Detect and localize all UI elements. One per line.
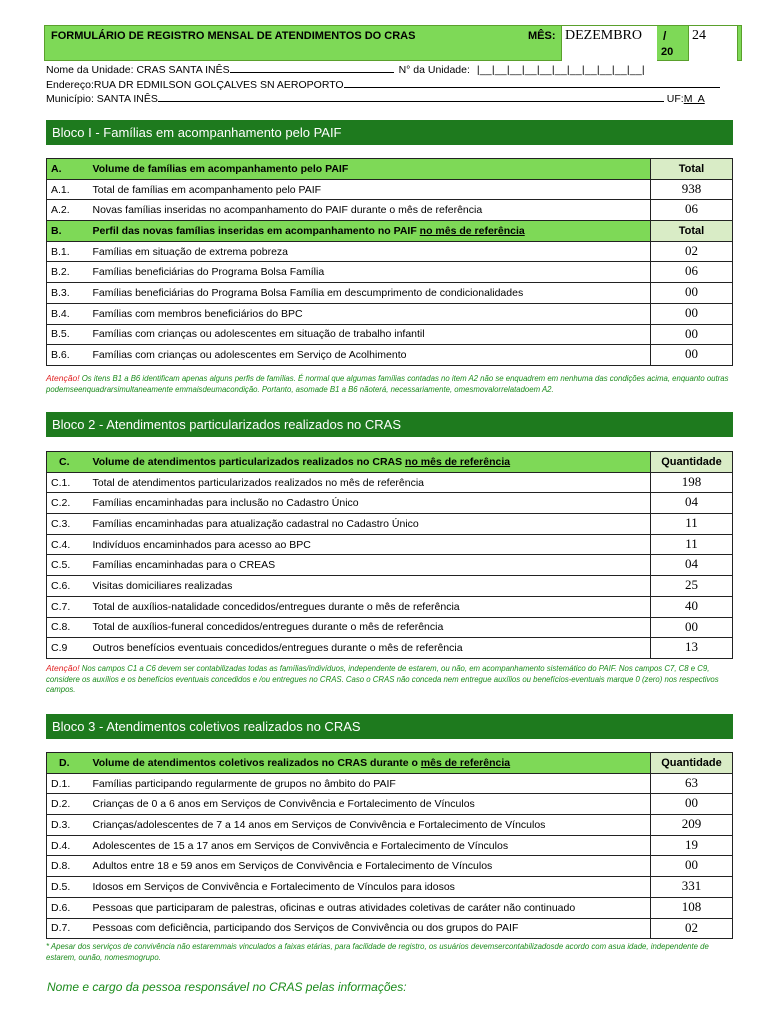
address-line [46, 78, 720, 91]
row-desc: Famílias encaminhadas para o CREAS [89, 555, 651, 576]
bloco1-title: Bloco I - Famílias em acompanhamento pelo PAIF [46, 120, 733, 145]
table-row [47, 200, 733, 221]
row-code: C.4. [47, 534, 89, 555]
row-value-field[interactable]: 06 [651, 200, 733, 221]
row-desc: Adolescentes de 15 a 17 anos em Serviços de Convivência e Fortalecimento de Vínculos [89, 835, 651, 856]
row-value-field[interactable]: 00 [651, 283, 733, 304]
row-code: C.7. [47, 596, 89, 617]
row-code: C.8. [47, 617, 89, 638]
section-c-quantity-header: Quantidade [651, 452, 733, 473]
row-code: D.1. [47, 773, 89, 794]
row-code: A.2. [47, 200, 89, 221]
table-row [47, 773, 733, 794]
table-row [47, 918, 733, 939]
row-code: B.4. [47, 303, 89, 324]
bloco3-note: * Apesar dos serviços de convivência não estaremmais vinculados a faixas etárias, para facilidade de registro, os usuários devemsercontabilizadosde acordo com asua idade, independente de estarem, ounão, nomesmogrupo. [46, 942, 709, 962]
table-row [47, 815, 733, 836]
form-title: FORMULÁRIO DE REGISTRO MENSAL DE ATENDIMENTOS DO CRAS [51, 30, 416, 42]
note-warning-label: Atenção! [46, 373, 80, 383]
section-c-header [47, 452, 733, 473]
year-field[interactable]: 24 [688, 26, 738, 61]
table-row [47, 638, 733, 659]
row-value-field[interactable]: 00 [651, 794, 733, 815]
row-desc: Total de famílias em acompanhamento pelo PAIF [89, 179, 651, 200]
row-code: D.7. [47, 918, 89, 939]
table-row [47, 241, 733, 262]
row-value-field[interactable]: 11 [651, 514, 733, 535]
section-b-label-underlined: no mês de referência [419, 224, 525, 237]
row-desc: Famílias com membros beneficiários do BPC [89, 303, 651, 324]
row-code: B.5. [47, 324, 89, 345]
section-d-quantity-header: Quantidade [651, 753, 733, 774]
row-desc: Famílias em situação de extrema pobreza [89, 241, 651, 262]
row-desc: Pessoas que participaram de palestras, oficinas e outras atividades coletivas de caráter não continuado [89, 897, 651, 918]
row-value-field[interactable]: 02 [651, 918, 733, 939]
table-row [47, 303, 733, 324]
municipality-line [46, 92, 705, 105]
row-desc: Famílias beneficiárias do Programa Bolsa Família [89, 262, 651, 283]
table-row [47, 877, 733, 898]
row-value-field[interactable]: 209 [651, 815, 733, 836]
row-code: C.9 [47, 638, 89, 659]
row-desc: Adultos entre 18 e 59 anos em Serviços de Convivência e Fortalecimento de Vínculos [89, 856, 651, 877]
row-code: B.2. [47, 262, 89, 283]
section-a-label: Volume de famílias em acompanhamento pelo PAIF [89, 159, 651, 180]
row-desc: Famílias beneficiárias do Programa Bolsa Família em descumprimento de condicionalidades [89, 283, 651, 304]
unit-number-boxes[interactable]: |__|__|__|__|__|__|__|__|__|__|__| [476, 64, 645, 76]
form-header [44, 25, 742, 61]
row-value-field[interactable]: 63 [651, 773, 733, 794]
bloco2-table [46, 451, 733, 659]
date-slash: / [663, 29, 667, 43]
section-d-label-text: Volume de atendimentos coletivos realizados no CRAS durante o [92, 756, 418, 769]
table-row [47, 472, 733, 493]
row-desc: Famílias com crianças ou adolescentes em Serviço de Acolhimento [89, 345, 651, 366]
section-c-label-underlined: no mês de referência [405, 455, 511, 468]
section-c-label-text: Volume de atendimentos particularizados realizados no CRAS [92, 455, 403, 468]
row-value-field[interactable]: 06 [651, 262, 733, 283]
row-code: C.5. [47, 555, 89, 576]
year-prefix: 20 [661, 46, 674, 58]
row-desc: Pessoas com deficiência, participando dos Serviços de Convivência ou dos grupos do PAIF [89, 918, 651, 939]
note-warning-label: Atenção! [46, 663, 80, 673]
row-value-field[interactable]: 02 [651, 241, 733, 262]
row-desc: Total de auxílios-natalidade concedidos/entregues durante o mês de referência [89, 596, 651, 617]
row-value-field[interactable]: 19 [651, 835, 733, 856]
table-row [47, 617, 733, 638]
row-code: D.8. [47, 856, 89, 877]
table-row [47, 493, 733, 514]
row-desc: Idosos em Serviços de Convivência e Fortalecimento de Vínculos para idosos [89, 877, 651, 898]
section-d-header [47, 753, 733, 774]
row-value-field[interactable]: 00 [651, 345, 733, 366]
row-value-field[interactable]: 331 [651, 877, 733, 898]
section-d-label [89, 753, 651, 774]
address: Endereço:RUA DR EDMILSON GOLÇALVES SN AEROPORTO [46, 79, 344, 91]
row-value-field[interactable]: 00 [651, 856, 733, 877]
table-row [47, 283, 733, 304]
table-row [47, 514, 733, 535]
table-row [47, 856, 733, 877]
bloco1-note [46, 373, 736, 395]
table-row [47, 576, 733, 597]
unit-number-label: N° da Unidade: [398, 64, 470, 76]
row-value-field[interactable]: 40 [651, 596, 733, 617]
section-c-code: C. [47, 452, 89, 473]
row-desc: Famílias encaminhadas para inclusão no Cadastro Único [89, 493, 651, 514]
month-label: MÊS: [528, 30, 556, 42]
row-value-field[interactable]: 938 [651, 179, 733, 200]
row-desc: Outros benefícios eventuais concedidos/entregues durante o mês de referência [89, 638, 651, 659]
row-value-field[interactable]: 13 [651, 638, 733, 659]
table-row [47, 596, 733, 617]
row-value-field[interactable]: 25 [651, 576, 733, 597]
row-desc: Indivíduos encaminhados para acesso ao BPC [89, 534, 651, 555]
bloco2-title: Bloco 2 - Atendimentos particularizados realizados no CRAS [46, 412, 733, 437]
row-value-field[interactable]: 11 [651, 534, 733, 555]
row-code: D.5. [47, 877, 89, 898]
unit-name-line [46, 63, 645, 76]
row-desc: Famílias com crianças ou adolescentes em situação de trabalho infantil [89, 324, 651, 345]
row-value-field[interactable]: 00 [651, 324, 733, 345]
section-a-header [47, 159, 733, 180]
row-desc: Crianças/adolescentes de 7 a 14 anos em Serviços de Convivência e Fortalecimento de Vínculos [89, 815, 651, 836]
row-desc: Crianças de 0 a 6 anos em Serviços de Convivência e Fortalecimento de Vínculos [89, 794, 651, 815]
unit-name-underline [230, 63, 394, 73]
row-code: C.6. [47, 576, 89, 597]
section-c-label [89, 452, 651, 473]
row-code: B.6. [47, 345, 89, 366]
note-text: Nos campos C1 a C6 devem ser contabilizadas todas as famílias/indivíduos, independente de estarem, ou não, em acompanhamento sistemático do PAIF. Nos campos C7, C8 e C9, considere os auxílios e os benefícios eventuais concedidos e /ou entregues no CRAS. Caso o CRAS não conceda nem entregue auxílios ou benefícios-eventuais marque 0 (zero) nos respectivos campos. [46, 664, 719, 694]
table-row [47, 835, 733, 856]
row-code: D.4. [47, 835, 89, 856]
address-underline [344, 78, 720, 88]
row-code: B.1. [47, 241, 89, 262]
month-field[interactable]: DEZEMBRO [561, 26, 657, 61]
row-code: A.1. [47, 179, 89, 200]
section-b-label [89, 221, 651, 242]
row-code: C.2. [47, 493, 89, 514]
row-desc: Famílias participando regularmente de grupos no âmbito do PAIF [89, 773, 651, 794]
table-row [47, 555, 733, 576]
row-desc: Visitas domiciliares realizadas [89, 576, 651, 597]
row-code: C.3. [47, 514, 89, 535]
row-code: B.3. [47, 283, 89, 304]
table-row [47, 794, 733, 815]
table-row [47, 179, 733, 200]
row-value-field[interactable]: 108 [651, 897, 733, 918]
table-row [47, 324, 733, 345]
table-row [47, 262, 733, 283]
municipality-underline [158, 92, 664, 102]
row-code: D.2. [47, 794, 89, 815]
section-b-header [47, 221, 733, 242]
row-desc: Famílias encaminhadas para atualização cadastral no Cadastro Único [89, 514, 651, 535]
section-d-label-underlined: mês de referência [420, 756, 511, 769]
bloco3-table [46, 752, 733, 939]
section-b-total-header: Total [651, 221, 733, 242]
row-value-field[interactable]: 04 [651, 493, 733, 514]
section-d-code: D. [47, 753, 89, 774]
row-value-field[interactable]: 198 [651, 472, 733, 493]
row-desc: Total de auxílios-funeral concedidos/entregues durante o mês de referência [89, 617, 651, 638]
bloco1-table [46, 158, 733, 366]
row-value-field[interactable]: 04 [651, 555, 733, 576]
responsible-person-prompt: Nome e cargo da pessoa responsável no CRAS pelas informações: [47, 980, 407, 994]
bloco2-note [46, 663, 736, 696]
row-desc: Novas famílias inseridas no acompanhamento do PAIF durante o mês de referência [89, 200, 651, 221]
uf-label: UF: [666, 93, 684, 105]
uf-value: M A [683, 93, 705, 105]
row-value-field[interactable]: 00 [651, 617, 733, 638]
row-desc: Total de atendimentos particularizados realizados no mês de referência [89, 472, 651, 493]
row-value-field[interactable]: 00 [651, 303, 733, 324]
row-code: C.1. [47, 472, 89, 493]
municipality: Município: SANTA INÊS [46, 93, 158, 105]
section-a-total-header: Total [651, 159, 733, 180]
section-b-code: B. [47, 221, 89, 242]
section-b-label-text: Perfil das novas famílias inseridas em acompanhamento no PAIF [92, 224, 417, 237]
bloco3-title: Bloco 3 - Atendimentos coletivos realizados no CRAS [46, 714, 733, 739]
row-code: D.3. [47, 815, 89, 836]
row-code: D.6. [47, 897, 89, 918]
unit-name: Nome da Unidade: CRAS SANTA INÊS [46, 64, 230, 76]
table-row [47, 534, 733, 555]
section-a-code: A. [47, 159, 89, 180]
table-row [47, 345, 733, 366]
table-row [47, 897, 733, 918]
note-text: Os itens B1 a B6 identificam apenas alguns perfis de famílias. É normal que algumas famílias contadas no item A2 não se enquadrem em nenhuma das condições acima, enquanto outras podemseenquadrarsimultaneamente emmaisdeumacondição. Portanto, asomade B1 a B6 nãoterá, necessariamente, omesmovalorrelatadoem A2. [46, 374, 729, 394]
